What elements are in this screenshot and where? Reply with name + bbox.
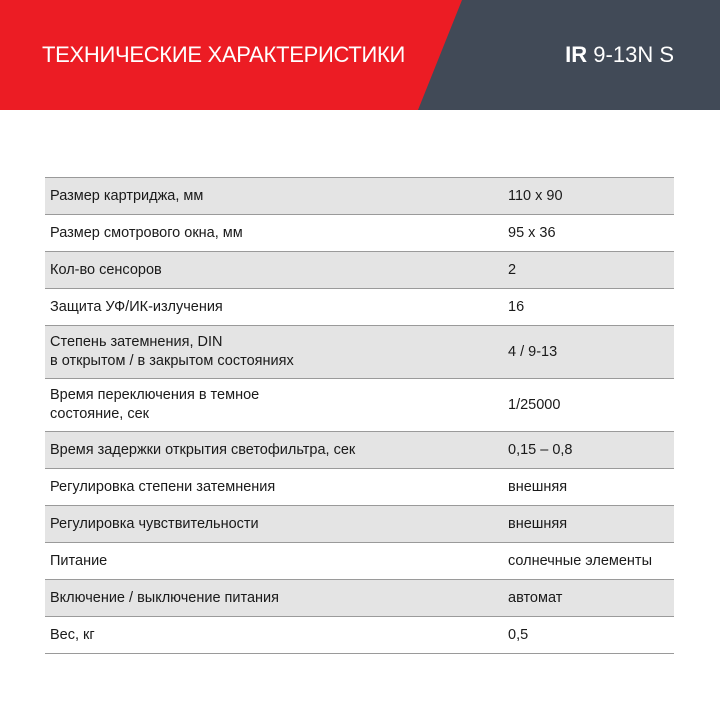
model-suffix: 9-13N S	[593, 42, 674, 67]
spec-label	[45, 333, 503, 371]
spec-label	[45, 187, 503, 206]
model-prefix: IR	[565, 42, 588, 67]
table-row	[45, 289, 674, 326]
table-row	[45, 215, 674, 252]
spec-value: 110 x 90	[508, 188, 563, 204]
spec-value: 2	[508, 262, 517, 278]
spec-label-line: Время задержки открытия светофильтра, сек	[50, 441, 356, 458]
spec-label-line: Защита УФ/ИК-излучения	[50, 298, 223, 315]
spec-label-line: Вес, кг	[50, 626, 95, 643]
spec-label	[45, 298, 503, 317]
spec-label	[45, 386, 503, 424]
header-banner	[0, 0, 720, 110]
spec-value: 95 x 36	[508, 225, 556, 241]
table-row	[45, 326, 674, 379]
spec-label-line: состояние, сек	[50, 406, 150, 422]
spec-label-line: Регулировка степени затемнения	[50, 478, 276, 495]
model-name	[565, 40, 674, 70]
specs-table	[45, 177, 674, 654]
table-row	[45, 178, 674, 215]
table-row	[45, 543, 674, 580]
spec-label-line: Регулировка чувствительности	[50, 515, 259, 532]
table-row	[45, 252, 674, 289]
spec-label	[45, 515, 503, 534]
spec-value: 0,5	[508, 627, 529, 643]
table-row	[45, 580, 674, 617]
spec-value: автомат	[508, 590, 563, 606]
table-row	[45, 506, 674, 543]
spec-label-line: в открытом / в закрытом состояниях	[50, 353, 294, 369]
spec-label-line: Кол-во сенсоров	[50, 261, 162, 278]
spec-label	[45, 224, 503, 243]
spec-label	[45, 261, 503, 280]
table-row	[45, 617, 674, 654]
table-row	[45, 379, 674, 432]
table-row	[45, 432, 674, 469]
spec-label	[45, 478, 503, 497]
spec-value: 4 / 9-13	[508, 344, 558, 360]
spec-label-line: Размер картриджа, мм	[50, 187, 204, 204]
spec-value: 1/25000	[508, 397, 561, 413]
spec-label	[45, 589, 503, 608]
spec-label-line: Время переключения в темное	[50, 387, 260, 403]
spec-label-line: Включение / выключение питания	[50, 589, 279, 606]
spec-value: 16	[508, 299, 525, 315]
spec-value: внешняя	[508, 516, 568, 532]
spec-value: внешняя	[508, 479, 568, 495]
spec-label	[45, 552, 503, 571]
spec-label-line: Размер смотрового окна, мм	[50, 224, 243, 241]
spec-label	[45, 626, 503, 645]
spec-label-line: Степень затемнения, DIN	[50, 334, 223, 350]
page-title: ТЕХНИЧЕСКИЕ ХАРАКТЕРИСТИКИ	[42, 42, 405, 67]
spec-label-line: Питание	[50, 552, 108, 569]
spec-value: 0,15 – 0,8	[508, 442, 573, 458]
spec-label	[45, 441, 503, 460]
table-row	[45, 469, 674, 506]
spec-value: солнечные элементы	[508, 553, 652, 569]
